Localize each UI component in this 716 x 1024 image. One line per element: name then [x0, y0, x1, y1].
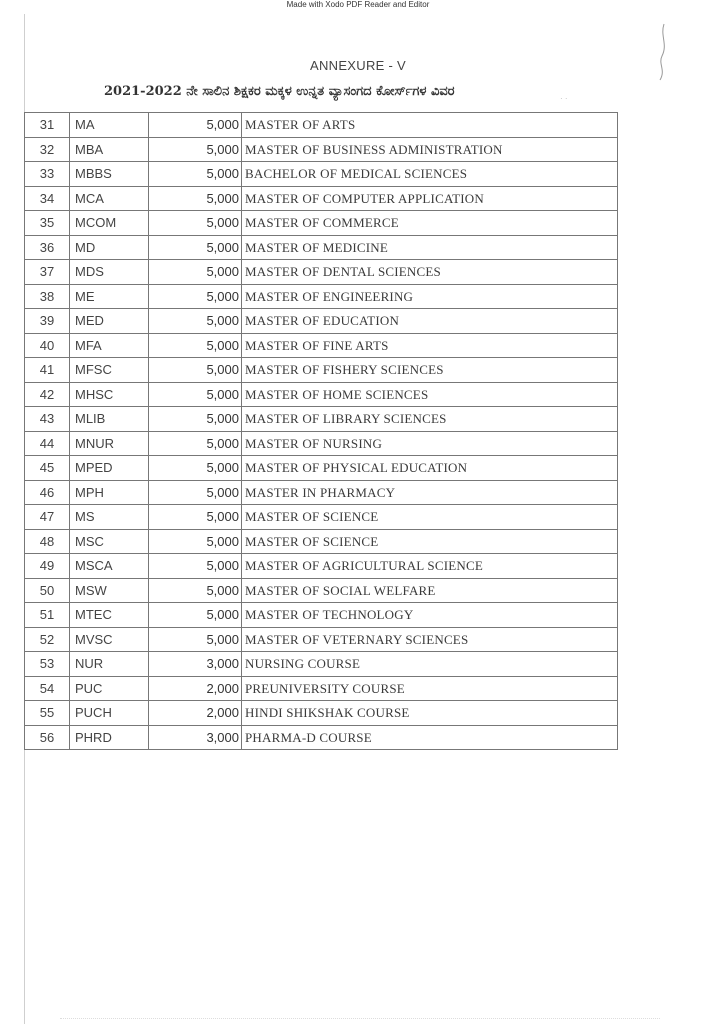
row-number: 51 — [25, 603, 70, 628]
course-name: MASTER OF AGRICULTURAL SCIENCE — [242, 554, 618, 579]
course-amount: 5,000 — [149, 284, 242, 309]
row-number: 38 — [25, 284, 70, 309]
table-row — [25, 137, 618, 162]
table-row — [25, 235, 618, 260]
course-amount: 5,000 — [149, 137, 242, 162]
row-number: 42 — [25, 382, 70, 407]
row-number: 39 — [25, 309, 70, 334]
table-row — [25, 382, 618, 407]
course-name: MASTER OF LIBRARY SCIENCES — [242, 407, 618, 432]
row-number: 45 — [25, 456, 70, 481]
course-name: PHARMA-D COURSE — [242, 725, 618, 750]
table-row — [25, 186, 618, 211]
row-number: 53 — [25, 652, 70, 677]
table-row — [25, 627, 618, 652]
course-name: MASTER IN PHARMACY — [242, 480, 618, 505]
course-name: MASTER OF COMMERCE — [242, 211, 618, 236]
course-name: PREUNIVERSITY COURSE — [242, 676, 618, 701]
course-amount: 5,000 — [149, 333, 242, 358]
row-number: 36 — [25, 235, 70, 260]
row-number: 56 — [25, 725, 70, 750]
course-code: MSC — [70, 529, 149, 554]
course-table-body — [25, 113, 618, 750]
course-amount: 5,000 — [149, 309, 242, 334]
table-row — [25, 652, 618, 677]
table-row — [25, 529, 618, 554]
course-name: BACHELOR OF MEDICAL SCIENCES — [242, 162, 618, 187]
row-number: 40 — [25, 333, 70, 358]
course-amount: 5,000 — [149, 554, 242, 579]
row-number: 31 — [25, 113, 70, 138]
course-code: MCA — [70, 186, 149, 211]
row-number: 50 — [25, 578, 70, 603]
course-amount: 5,000 — [149, 382, 242, 407]
course-code: NUR — [70, 652, 149, 677]
course-code: MBBS — [70, 162, 149, 187]
course-name: MASTER OF NURSING — [242, 431, 618, 456]
row-number: 37 — [25, 260, 70, 285]
course-amount: 5,000 — [149, 260, 242, 285]
course-amount: 5,000 — [149, 358, 242, 383]
row-number: 47 — [25, 505, 70, 530]
course-code: MLIB — [70, 407, 149, 432]
course-code: MPED — [70, 456, 149, 481]
table-row — [25, 431, 618, 456]
course-amount: 5,000 — [149, 162, 242, 187]
course-amount: 5,000 — [149, 113, 242, 138]
course-name: MASTER OF COMPUTER APPLICATION — [242, 186, 618, 211]
course-amount: 5,000 — [149, 529, 242, 554]
course-code: MNUR — [70, 431, 149, 456]
course-amount: 5,000 — [149, 578, 242, 603]
table-row — [25, 578, 618, 603]
course-name: MASTER OF SCIENCE — [242, 529, 618, 554]
row-number: 54 — [25, 676, 70, 701]
course-code: MED — [70, 309, 149, 334]
course-amount: 5,000 — [149, 627, 242, 652]
course-code: MS — [70, 505, 149, 530]
course-code: MSW — [70, 578, 149, 603]
course-name: MASTER OF EDUCATION — [242, 309, 618, 334]
course-code: MBA — [70, 137, 149, 162]
course-code: MD — [70, 235, 149, 260]
course-name: MASTER OF VETERNARY SCIENCES — [242, 627, 618, 652]
xodo-watermark: Made with Xodo PDF Reader and Editor — [286, 0, 430, 9]
table-row — [25, 725, 618, 750]
course-name: MASTER OF PHYSICAL EDUCATION — [242, 456, 618, 481]
row-number: 32 — [25, 137, 70, 162]
course-code: MA — [70, 113, 149, 138]
course-code: MSCA — [70, 554, 149, 579]
course-amount: 5,000 — [149, 603, 242, 628]
table-row — [25, 284, 618, 309]
row-number: 48 — [25, 529, 70, 554]
course-code: MDS — [70, 260, 149, 285]
course-amount: 2,000 — [149, 676, 242, 701]
course-amount: 5,000 — [149, 186, 242, 211]
row-number: 34 — [25, 186, 70, 211]
course-amount: 5,000 — [149, 431, 242, 456]
table-row — [25, 676, 618, 701]
faint-mark: · · — [560, 94, 568, 103]
course-code: MHSC — [70, 382, 149, 407]
annexure-title: ANNEXURE - V — [309, 58, 407, 73]
table-row — [25, 701, 618, 726]
document-heading: 2021-2022 ನೇ ಸಾಲಿನ ಶಿಕ್ಷಕರ ಮಕ್ಕಳ ಉನ್ನತ ವ್ಯಾಸಂಗದ ಕೋರ್ಸ್‌ಗಳ ವಿವರ — [104, 84, 455, 99]
row-number: 43 — [25, 407, 70, 432]
pen-mark-scribble — [650, 22, 672, 82]
row-number: 33 — [25, 162, 70, 187]
course-code: PUC — [70, 676, 149, 701]
course-name: MASTER OF FISHERY SCIENCES — [242, 358, 618, 383]
course-code: PUCH — [70, 701, 149, 726]
course-name: MASTER OF SOCIAL WELFARE — [242, 578, 618, 603]
course-code: MFSC — [70, 358, 149, 383]
table-row — [25, 480, 618, 505]
row-number: 44 — [25, 431, 70, 456]
row-number: 55 — [25, 701, 70, 726]
table-row — [25, 309, 618, 334]
course-name: MASTER OF ENGINEERING — [242, 284, 618, 309]
course-table — [24, 112, 618, 750]
course-amount: 2,000 — [149, 701, 242, 726]
course-name: MASTER OF FINE ARTS — [242, 333, 618, 358]
course-name: MASTER OF HOME SCIENCES — [242, 382, 618, 407]
course-name: MASTER OF BUSINESS ADMINISTRATION — [242, 137, 618, 162]
table-row — [25, 603, 618, 628]
table-row — [25, 211, 618, 236]
course-amount: 5,000 — [149, 235, 242, 260]
course-amount: 5,000 — [149, 480, 242, 505]
course-code: ME — [70, 284, 149, 309]
table-row — [25, 113, 618, 138]
table-row — [25, 358, 618, 383]
row-number: 41 — [25, 358, 70, 383]
table-row — [25, 407, 618, 432]
table-row — [25, 260, 618, 285]
course-code: MCOM — [70, 211, 149, 236]
course-name: MASTER OF SCIENCE — [242, 505, 618, 530]
course-code: MTEC — [70, 603, 149, 628]
row-number: 35 — [25, 211, 70, 236]
course-amount: 5,000 — [149, 407, 242, 432]
table-row — [25, 505, 618, 530]
row-number: 52 — [25, 627, 70, 652]
course-amount: 3,000 — [149, 725, 242, 750]
course-name: MASTER OF ARTS — [242, 113, 618, 138]
table-row — [25, 162, 618, 187]
table-row — [25, 456, 618, 481]
course-name: HINDI SHIKSHAK COURSE — [242, 701, 618, 726]
course-amount: 3,000 — [149, 652, 242, 677]
row-number: 46 — [25, 480, 70, 505]
course-amount: 5,000 — [149, 505, 242, 530]
course-amount: 5,000 — [149, 211, 242, 236]
table-row — [25, 554, 618, 579]
course-name: MASTER OF MEDICINE — [242, 235, 618, 260]
row-number: 49 — [25, 554, 70, 579]
scan-footer-noise — [60, 1018, 660, 1021]
course-amount: 5,000 — [149, 456, 242, 481]
course-code: MPH — [70, 480, 149, 505]
course-code: MVSC — [70, 627, 149, 652]
course-name: MASTER OF TECHNOLOGY — [242, 603, 618, 628]
course-code: MFA — [70, 333, 149, 358]
course-name: NURSING COURSE — [242, 652, 618, 677]
table-row — [25, 333, 618, 358]
course-name: MASTER OF DENTAL SCIENCES — [242, 260, 618, 285]
course-code: PHRD — [70, 725, 149, 750]
